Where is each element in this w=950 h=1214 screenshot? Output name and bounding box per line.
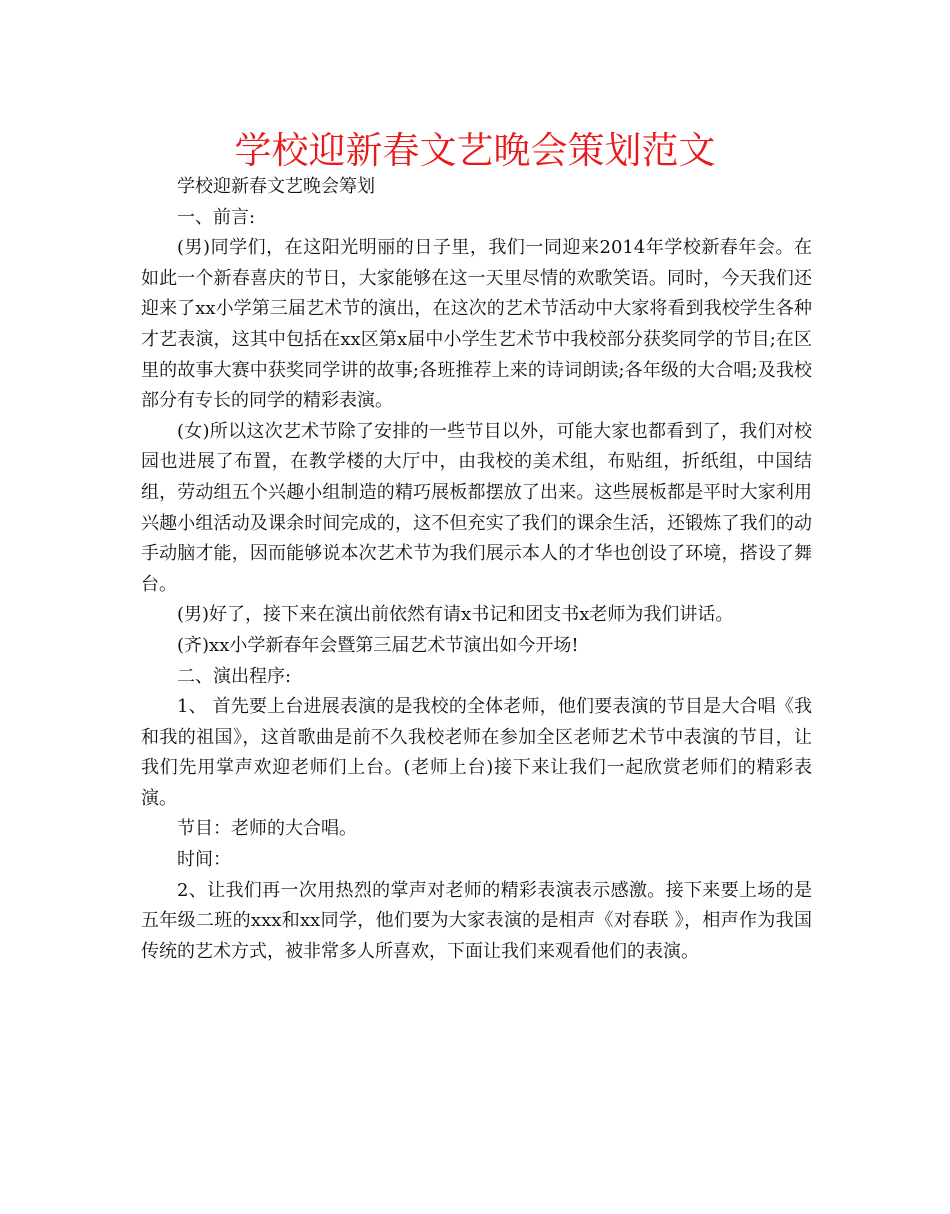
section-heading-program: 二、演出程序: bbox=[177, 665, 292, 687]
program-time: 时间： bbox=[177, 849, 231, 871]
paragraph: (男)同学们，在这阳光明丽的日子里，我们一同迎来2014年学校新春年会。在如此一个新春喜庆的节日，大家能够在这一天里尽情的欢歌笑语。同时，今天我们还迎来了xx小学第三届艺术节的演出，在这次的艺术节活动中大家将看到我校学生各种才艺表演，这其中包括在xx区第x届中小学生艺术节中我校部分获奖同学的节目;在区里的故事大赛中获奖同学讲的故事;各班推荐上来的诗词朗读;各年级的大合唱;及我校部分有专长的同学的精彩表演。 bbox=[141, 237, 812, 412]
paragraph: 2、让我们再一次用热烈的掌声对老师的精彩表演表示感激。接下来要上场的是五年级二班的xxx和xx同学，他们要为大家表演的是相声《对春联 》，相声作为我国传统的艺术方式，被非常多人所喜欢，下面让我们来观看他们的表演。 bbox=[141, 879, 812, 962]
section-heading-preface: 一、前言: bbox=[177, 206, 256, 228]
paragraph: 1、 首先要上台进展表演的是我校的全体老师，他们要表演的节目是大合唱《我和我的祖国》，这首歌曲是前不久我校老师在参加全区老师艺术节中表演的节目，让我们先用掌声欢迎老师们上台。(老师上台)接下来让我们一起欣赏老师们的精彩表演。 bbox=[141, 696, 812, 809]
program-item: 节目：老师的大合唱。 bbox=[177, 818, 357, 840]
paragraph: (齐)xx小学新春年会暨第三届艺术节演出如今开场! bbox=[177, 634, 579, 656]
document-title: 学校迎新春文艺晚会策划范文 bbox=[234, 129, 716, 172]
paragraph: (男)好了，接下来在演出前依然有请x书记和团支书x老师为我们讲话。 bbox=[177, 604, 734, 626]
paragraph: (女)所以这次艺术节除了安排的一些节目以外，可能大家也都看到了，我们对校园也进展了布置，在教学楼的大厅中，由我校的美术组，布贴组，折纸组，中国结组，劳动组五个兴趣小组制造的精巧展板都摆放了出来。这些展板都是平时大家利用兴趣小组活动及课余时间完成的，这不但充实了我们的课余生活，还锻炼了我们的动手动脑才能，因而能够说本次艺术节为我们展示本人的才华也创设了环境，搭设了舞台。 bbox=[141, 420, 812, 595]
document-body bbox=[141, 172, 812, 967]
subtitle-paragraph: 学校迎新春文艺晚会筹划 bbox=[177, 176, 375, 197]
